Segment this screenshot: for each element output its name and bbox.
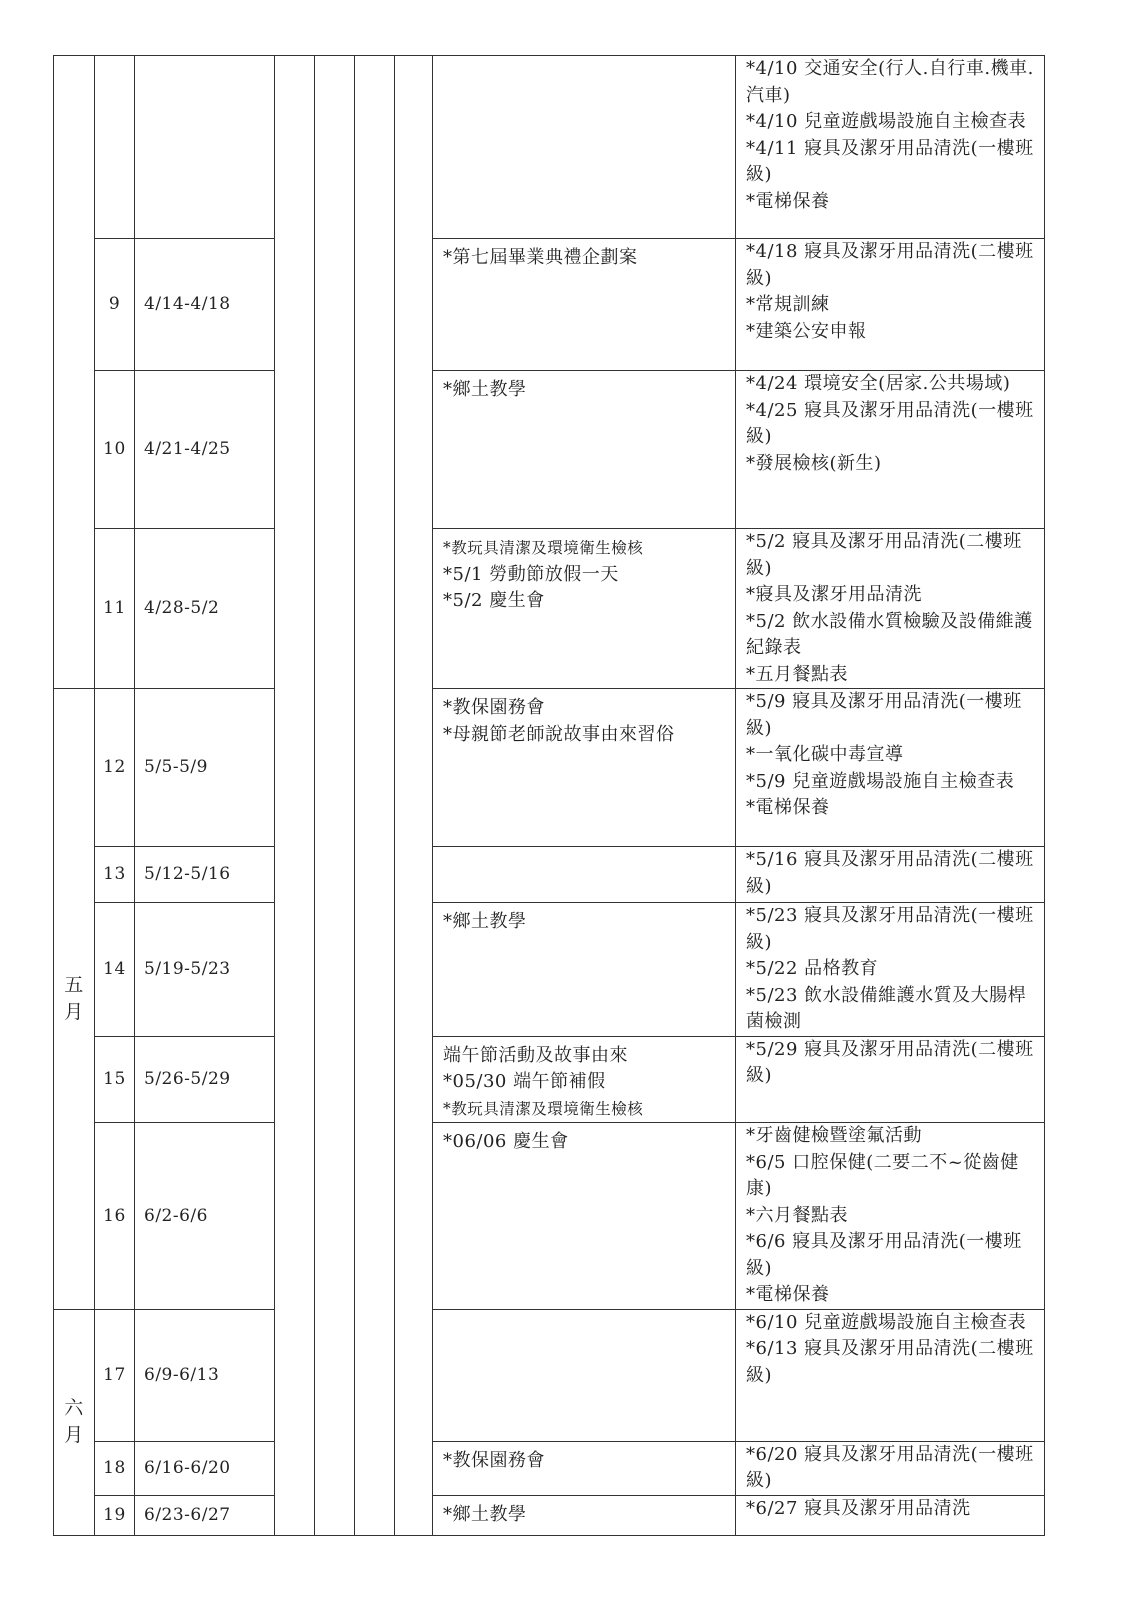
tasks-cell	[736, 371, 1045, 529]
task-item: *5/2 飲水設備水質檢驗及設備維護紀錄表	[746, 610, 1033, 658]
events-cell	[433, 529, 736, 689]
events-cell	[433, 1495, 736, 1535]
event-item: *鄉土教學	[443, 379, 527, 400]
events-cell	[433, 847, 736, 903]
tasks-cell	[736, 56, 1045, 239]
week-number: 15	[95, 1036, 135, 1123]
tasks-cell	[736, 1036, 1045, 1123]
tasks-cell	[736, 239, 1045, 371]
events-cell	[433, 903, 736, 1037]
week-number: 13	[95, 847, 135, 903]
blank-column-cell	[395, 56, 433, 1536]
task-item: *發展檢核(新生)	[746, 452, 882, 474]
event-item: *教保園務會	[443, 697, 545, 718]
week-number: 16	[95, 1123, 135, 1310]
week-dates: 6/9-6/13	[135, 1309, 275, 1441]
week-dates: 6/16-6/20	[135, 1441, 275, 1495]
event-item: *母親節老師說故事由來習俗	[443, 723, 675, 745]
task-item: *6/6 寢具及潔牙用品清洗(一樓班級)	[746, 1231, 1022, 1279]
blank-column-cell	[355, 56, 395, 1536]
task-item: *5/23 飲水設備維護水質及大腸桿菌檢測	[746, 984, 1027, 1032]
tasks-cell	[736, 903, 1045, 1037]
week-dates: 5/19-5/23	[135, 903, 275, 1037]
table-row	[54, 1036, 1045, 1123]
week-dates	[135, 56, 275, 239]
task-item: *五月餐點表	[746, 663, 848, 685]
tasks-cell	[736, 847, 1045, 903]
task-item: *4/18 寢具及潔牙用品清洗(二樓班級)	[746, 241, 1034, 289]
task-item: *4/24 環境安全(居家.公共場域)	[746, 373, 1011, 394]
week-dates: 4/28-5/2	[135, 529, 275, 689]
task-item: *6/13 寢具及潔牙用品清洗(二樓班級)	[746, 1338, 1034, 1386]
task-item: *4/11 寢具及潔牙用品清洗(一樓班級)	[746, 137, 1034, 185]
task-item: *建築公安申報	[746, 320, 867, 342]
events-cell	[433, 689, 736, 847]
week-number: 14	[95, 903, 135, 1037]
task-item: *4/25 寢具及潔牙用品清洗(一樓班級)	[746, 399, 1034, 447]
task-item: *6/10 兒童遊戲場設施自主檢查表	[746, 1311, 1027, 1333]
task-item: *4/10 兒童遊戲場設施自主檢查表	[746, 111, 1027, 132]
tasks-cell	[736, 689, 1045, 847]
task-item: *5/16 寢具及潔牙用品清洗(二樓班級)	[746, 849, 1034, 897]
event-item: *教玩具清潔及環境衛生檢核	[443, 539, 644, 557]
table-row	[54, 56, 1045, 239]
blank-column-cell	[275, 56, 315, 1536]
task-item: *5/9 寢具及潔牙用品清洗(一樓班級)	[746, 691, 1022, 739]
tasks-cell	[736, 1309, 1045, 1441]
month-cell	[54, 56, 95, 689]
event-item: *06/06 慶生會	[443, 1131, 569, 1152]
event-item: *教保園務會	[443, 1449, 545, 1471]
table-row	[54, 1441, 1045, 1495]
week-number: 10	[95, 371, 135, 529]
week-dates: 6/2-6/6	[135, 1123, 275, 1310]
event-item: 端午節活動及故事由來	[443, 1044, 628, 1066]
week-dates: 6/23-6/27	[135, 1495, 275, 1535]
blank-column-cell	[315, 56, 355, 1536]
schedule-body	[54, 56, 1045, 1536]
task-item: *電梯保養	[746, 190, 830, 212]
month-cell	[54, 689, 95, 1310]
table-row	[54, 847, 1045, 903]
event-item: *05/30 端午節補假	[443, 1071, 606, 1092]
tasks-cell	[736, 529, 1045, 689]
task-item: *5/9 兒童遊戲場設施自主檢查表	[746, 770, 1015, 792]
event-item: *5/2 慶生會	[443, 590, 545, 611]
event-item: *5/1 勞動節放假一天	[443, 563, 619, 585]
week-dates: 5/5-5/9	[135, 689, 275, 847]
month-cell	[54, 1309, 95, 1535]
week-dates: 5/26-5/29	[135, 1036, 275, 1123]
events-cell	[433, 1123, 736, 1310]
events-cell	[433, 1309, 736, 1441]
task-item: *4/10 交通安全(行人.自行車.機車.汽車)	[746, 58, 1034, 106]
month-label: 五月	[64, 973, 84, 1023]
events-cell	[433, 371, 736, 529]
task-item: *6/5 口腔保健(二要二不~從齒健康)	[746, 1151, 1019, 1199]
table-row	[54, 529, 1045, 689]
task-item: *5/2 寢具及潔牙用品清洗(二樓班級)	[746, 531, 1022, 579]
week-dates: 4/21-4/25	[135, 371, 275, 529]
week-dates: 4/14-4/18	[135, 239, 275, 371]
table-row	[54, 689, 1045, 847]
task-item: *5/22 品格教育	[746, 958, 879, 979]
table-row	[54, 1309, 1045, 1441]
task-item: *5/23 寢具及潔牙用品清洗(一樓班級)	[746, 905, 1034, 953]
task-item: *6/27 寢具及潔牙用品清洗	[746, 1497, 971, 1519]
table-row	[54, 903, 1045, 1037]
week-number: 19	[95, 1495, 135, 1535]
task-item: *六月餐點表	[746, 1204, 848, 1226]
week-dates: 5/12-5/16	[135, 847, 275, 903]
event-item: *教玩具清潔及環境衛生檢核	[443, 1099, 644, 1118]
week-number: 18	[95, 1441, 135, 1495]
table-row	[54, 239, 1045, 371]
week-number: 12	[95, 689, 135, 847]
event-item: *鄉土教學	[443, 1503, 527, 1525]
events-cell	[433, 239, 736, 371]
task-item: *一氧化碳中毒宣導	[746, 744, 904, 765]
task-item: *常規訓練	[746, 294, 830, 315]
task-item: *牙齒健檢暨塗氟活動	[746, 1125, 922, 1146]
events-cell	[433, 1036, 736, 1123]
tasks-cell	[736, 1441, 1045, 1495]
tasks-cell	[736, 1123, 1045, 1310]
table-row	[54, 371, 1045, 529]
task-item: *電梯保養	[746, 797, 830, 818]
week-number: 9	[95, 239, 135, 371]
week-number	[95, 56, 135, 239]
task-item: *電梯保養	[746, 1284, 830, 1305]
events-cell	[433, 56, 736, 239]
task-item: *5/29 寢具及潔牙用品清洗(二樓班級)	[746, 1038, 1034, 1086]
schedule-table	[53, 55, 1045, 1536]
month-label: 六月	[64, 1396, 84, 1446]
events-cell	[433, 1441, 736, 1495]
event-item: *第七屆畢業典禮企劃案	[443, 247, 638, 268]
week-number: 17	[95, 1309, 135, 1441]
tasks-cell	[736, 1495, 1045, 1535]
event-item: *鄉土教學	[443, 911, 527, 932]
task-item: *6/20 寢具及潔牙用品清洗(一樓班級)	[746, 1443, 1034, 1491]
task-item: *寢具及潔牙用品清洗	[746, 584, 922, 605]
table-row	[54, 1123, 1045, 1310]
table-row	[54, 1495, 1045, 1535]
week-number: 11	[95, 529, 135, 689]
